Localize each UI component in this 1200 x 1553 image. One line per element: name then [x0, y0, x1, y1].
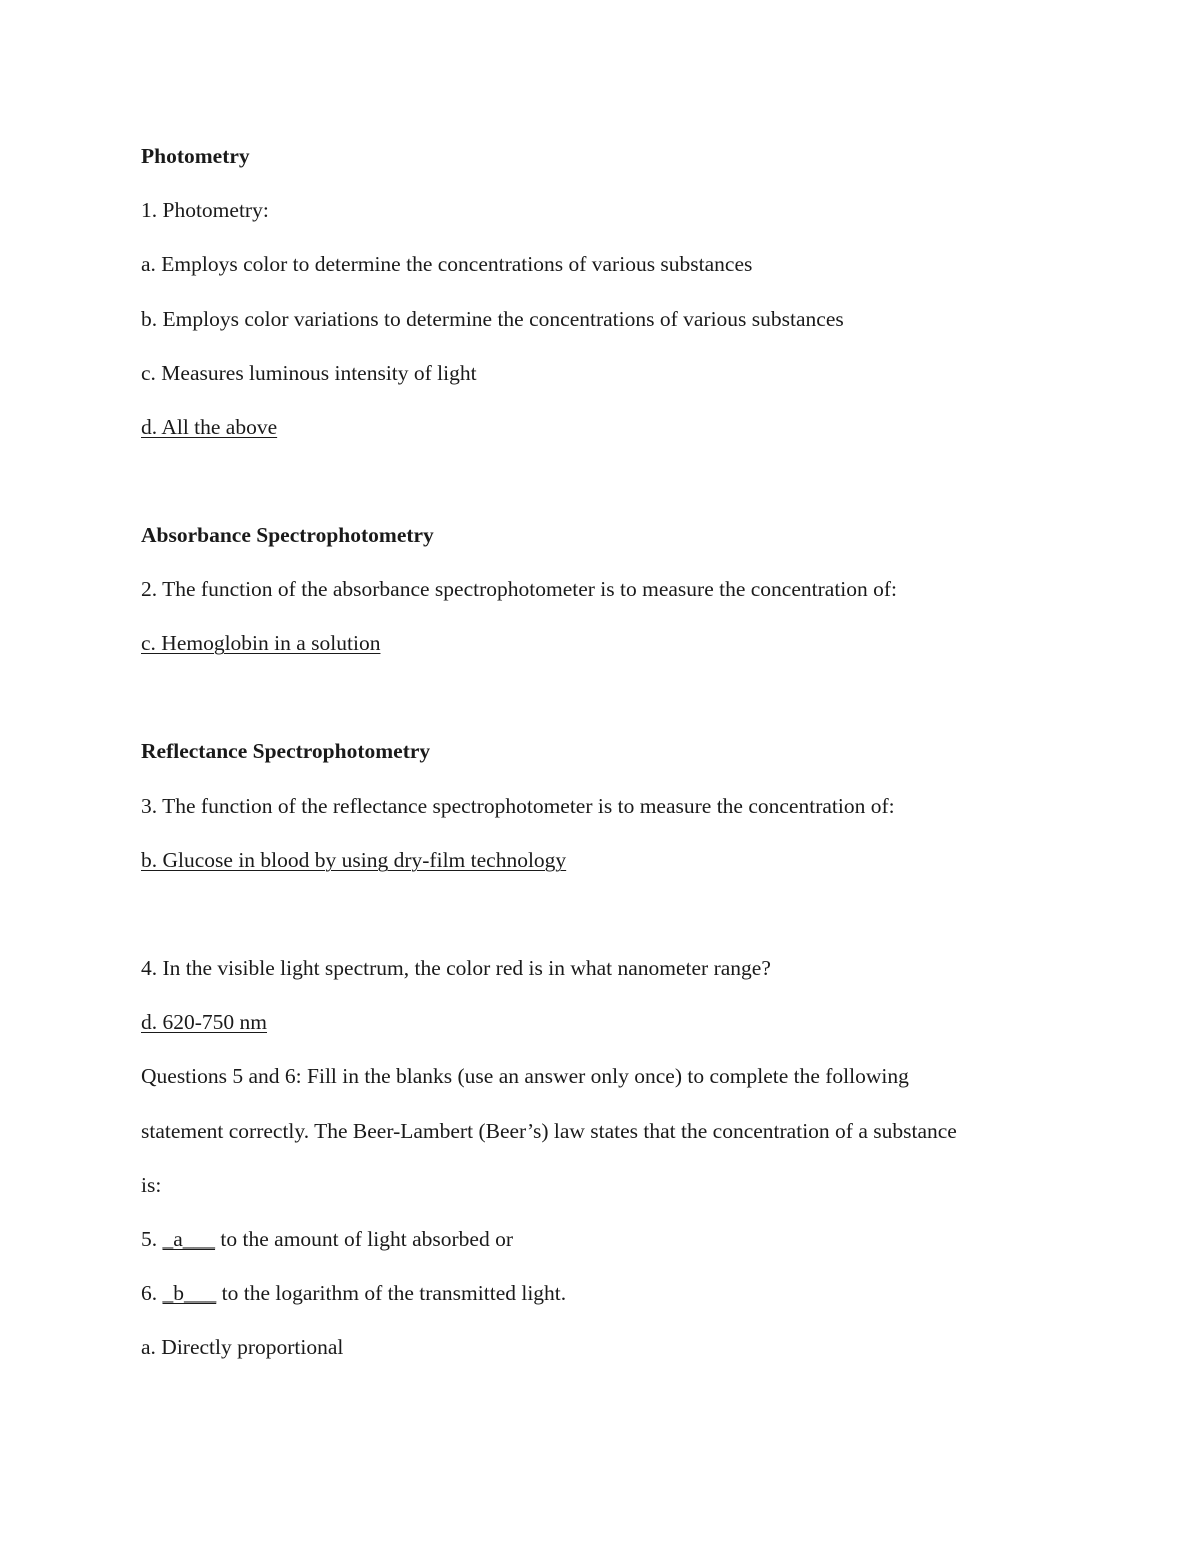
question-1: 1. Photometry: [141, 198, 269, 222]
option-1b: b. Employs color variations to determine the concentrations of various substances [141, 307, 844, 331]
answer-4: d. 620-750 nm [141, 1010, 268, 1034]
option-1c: c. Measures luminous intensity of light [141, 361, 477, 385]
question-5 [141, 1229, 513, 1251]
heading-absorbance: Absorbance Spectrophotometry [141, 523, 434, 547]
question-5-blank: _a___ [162, 1227, 216, 1251]
question-5-number: 5. [141, 1227, 163, 1251]
question-4: 4. In the visible light spectrum, the color red is in what nanometer range? [141, 956, 771, 980]
option-5-6a: a. Directly proportional [141, 1335, 344, 1359]
question-5-text: to the amount of light absorbed or [215, 1227, 514, 1251]
answer-2: c. Hemoglobin in a solution [141, 631, 381, 655]
question-3: 3. The function of the reflectance spectrophotometer is to measure the concentration of: [141, 794, 895, 818]
question-6-blank: _b___ [162, 1281, 217, 1305]
heading-photometry: Photometry [141, 144, 250, 168]
question-6 [141, 1283, 566, 1305]
answer-3: b. Glucose in blood by using dry-film technology [141, 848, 567, 872]
question-6-number: 6. [141, 1281, 163, 1305]
question-6-text: to the logarithm of the transmitted light. [216, 1281, 567, 1305]
option-1a: a. Employs color to determine the concentrations of various substances [141, 252, 753, 276]
questions-5-6-intro-line-2: statement correctly. The Beer-Lambert (Beer’s) law states that the concentration of a substance [141, 1119, 957, 1143]
answer-1: d. All the above [141, 415, 278, 439]
questions-5-6-intro-line-1: Questions 5 and 6: Fill in the blanks (use an answer only once) to complete the following [141, 1064, 909, 1088]
heading-reflectance: Reflectance Spectrophotometry [141, 739, 431, 763]
questions-5-6-intro-line-3: is: [141, 1173, 162, 1197]
question-2: 2. The function of the absorbance spectrophotometer is to measure the concentration of: [141, 577, 898, 601]
